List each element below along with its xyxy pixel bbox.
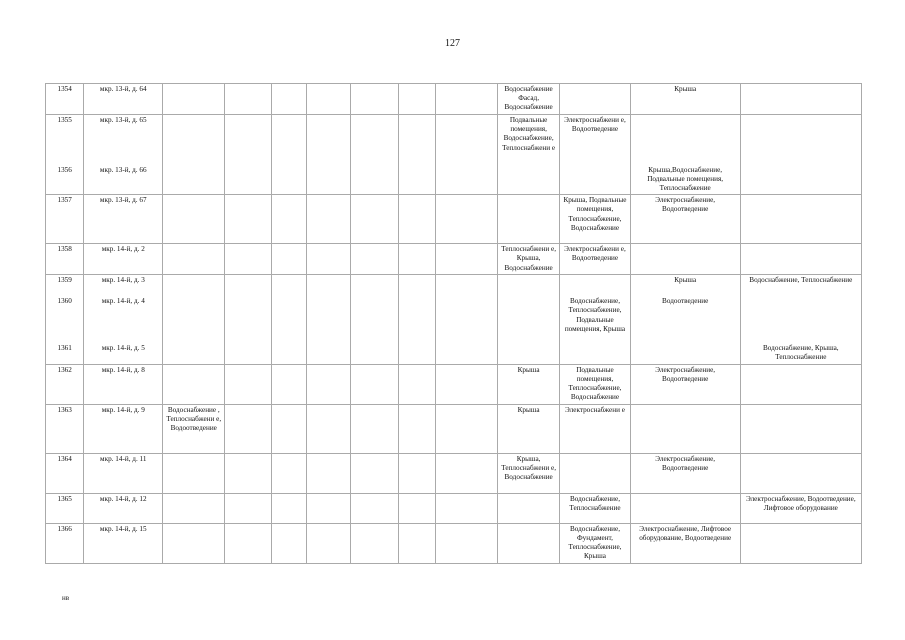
row-cell-c8 [560, 84, 631, 115]
row-cell-c8: Крыша, Подвальные помещения, Теплоснабжение, Водоснабжение [560, 195, 631, 244]
row-cell-c7 [498, 523, 560, 563]
row-cell-c10 [740, 244, 861, 275]
row-address: мкр. 14-й, д. 12 [84, 493, 163, 523]
row-cell-c8 [560, 343, 631, 364]
row-number: 1356 [46, 165, 84, 195]
row-cell-c7: Водоснабжение Фасад, Водоснабжение [498, 84, 560, 115]
row-cell-c1: Водоснабжение , Теплоснабжени е, Водоотведение [163, 404, 225, 453]
row-cell-c10 [740, 453, 861, 493]
row-cell-c7: Подвальные помещения, Водоснабжение, Теплоснабжени е [498, 115, 560, 165]
row-address: мкр. 14-й, д. 15 [84, 523, 163, 563]
table-row [46, 364, 862, 404]
table-row [46, 244, 862, 275]
row-cell-c8: Водоснабжение, Теплоснабжение [560, 493, 631, 523]
row-cell-c8 [560, 453, 631, 493]
row-cell-c1 [163, 296, 225, 343]
row-address: мкр. 14-й, д. 9 [84, 404, 163, 453]
table-row [46, 165, 862, 195]
row-address: мкр. 13-й, д. 65 [84, 115, 163, 165]
row-number: 1357 [46, 195, 84, 244]
row-number: 1366 [46, 523, 84, 563]
row-cell-c7: Крыша, Теплоснабжени е, Водоснабжение [498, 453, 560, 493]
table-row [46, 493, 862, 523]
row-cell-c8: Электроснабжени е, Водоотведение [560, 244, 631, 275]
table-row [46, 296, 862, 343]
row-cell-c1 [163, 115, 225, 165]
row-cell-c1 [163, 84, 225, 115]
row-cell-c9 [630, 404, 740, 453]
row-number: 1361 [46, 343, 84, 364]
row-cell-c7: Теплоснабжени е, Крыша, Водоснабжение [498, 244, 560, 275]
row-cell-c8: Водоснабжение, Теплоснабжение, Подвальные помещения, Крыша [560, 296, 631, 343]
row-cell-c10 [740, 296, 861, 343]
row-cell-c7 [498, 195, 560, 244]
row-cell-c1 [163, 274, 225, 296]
row-cell-c9: Крыша [630, 84, 740, 115]
table-row [46, 453, 862, 493]
row-cell-c10 [740, 165, 861, 195]
table-row [46, 274, 862, 296]
row-cell-c1 [163, 244, 225, 275]
row-number: 1364 [46, 453, 84, 493]
row-cell-c9: Крыша,Водоснабжение, Подвальные помещения, Теплоснабжение [630, 165, 740, 195]
table-row [46, 195, 862, 244]
register-table [45, 83, 862, 564]
row-number: 1363 [46, 404, 84, 453]
row-address: мкр. 13-й, д. 66 [84, 165, 163, 195]
row-cell-c7: Крыша [498, 364, 560, 404]
row-number: 1358 [46, 244, 84, 275]
row-cell-c9: Крыша [630, 274, 740, 296]
row-address: мкр. 14-й, д. 2 [84, 244, 163, 275]
table-row [46, 84, 862, 115]
row-cell-c10 [740, 404, 861, 453]
row-cell-c7 [498, 296, 560, 343]
row-address: мкр. 14-й, д. 11 [84, 453, 163, 493]
row-cell-c10 [740, 364, 861, 404]
row-cell-c1 [163, 453, 225, 493]
row-cell-c10: Водоснабжение, Крыша, Теплоснабжение [740, 343, 861, 364]
row-number: 1355 [46, 115, 84, 165]
row-cell-c8: Подвальные помещения, Теплоснабжение, Водоснабжение [560, 364, 631, 404]
row-number: 1362 [46, 364, 84, 404]
row-cell-c9: Электроснабжение, Лифтовое оборудование, Водоотведение [630, 523, 740, 563]
row-cell-c10 [740, 84, 861, 115]
row-cell-c7 [498, 274, 560, 296]
row-cell-c10 [740, 523, 861, 563]
table-row [46, 404, 862, 453]
row-cell-c7 [498, 343, 560, 364]
row-cell-c1 [163, 523, 225, 563]
row-cell-c1 [163, 343, 225, 364]
row-cell-c9: Электроснабжение, Водоотведение [630, 364, 740, 404]
row-address: мкр. 14-й, д. 8 [84, 364, 163, 404]
row-address: мкр. 14-й, д. 4 [84, 296, 163, 343]
page-number: 127 [445, 38, 460, 49]
table-row [46, 523, 862, 563]
row-cell-c7 [498, 493, 560, 523]
row-cell-c9: Электроснабжение, Водоотведение [630, 195, 740, 244]
row-cell-c10 [740, 195, 861, 244]
row-cell-c9 [630, 493, 740, 523]
row-address: мкр. 14-й, д. 5 [84, 343, 163, 364]
row-address: мкр. 14-й, д. 3 [84, 274, 163, 296]
row-cell-c9: Электроснабжение, Водоотведение [630, 453, 740, 493]
row-cell-c10: Водоснабжение, Теплоснабжение [740, 274, 861, 296]
row-number: 1359 [46, 274, 84, 296]
row-number: 1360 [46, 296, 84, 343]
row-cell-c9 [630, 343, 740, 364]
footer-mark: нв [62, 594, 70, 602]
row-number: 1365 [46, 493, 84, 523]
row-cell-c10 [740, 115, 861, 165]
row-number: 1354 [46, 84, 84, 115]
table-row [46, 115, 862, 165]
row-address: мкр. 13-й, д. 67 [84, 195, 163, 244]
row-cell-c1 [163, 165, 225, 195]
row-cell-c8 [560, 274, 631, 296]
row-cell-c9 [630, 244, 740, 275]
table-row [46, 343, 862, 364]
row-cell-c8: Электроснабжени е [560, 404, 631, 453]
row-cell-c8: Электроснабжени е, Водоотведение [560, 115, 631, 165]
row-cell-c10: Электроснабжение, Водоотведение, Лифтовое оборудование [740, 493, 861, 523]
row-cell-c1 [163, 195, 225, 244]
row-address: мкр. 13-й, д. 64 [84, 84, 163, 115]
row-cell-c9 [630, 115, 740, 165]
row-cell-c7: Крыша [498, 404, 560, 453]
row-cell-c9: Водоотведение [630, 296, 740, 343]
row-cell-c1 [163, 364, 225, 404]
row-cell-c8: Водоснабжение, Фундамент, Теплоснабжение, Крыша [560, 523, 631, 563]
row-cell-c7 [498, 165, 560, 195]
row-cell-c8 [560, 165, 631, 195]
row-cell-c1 [163, 493, 225, 523]
